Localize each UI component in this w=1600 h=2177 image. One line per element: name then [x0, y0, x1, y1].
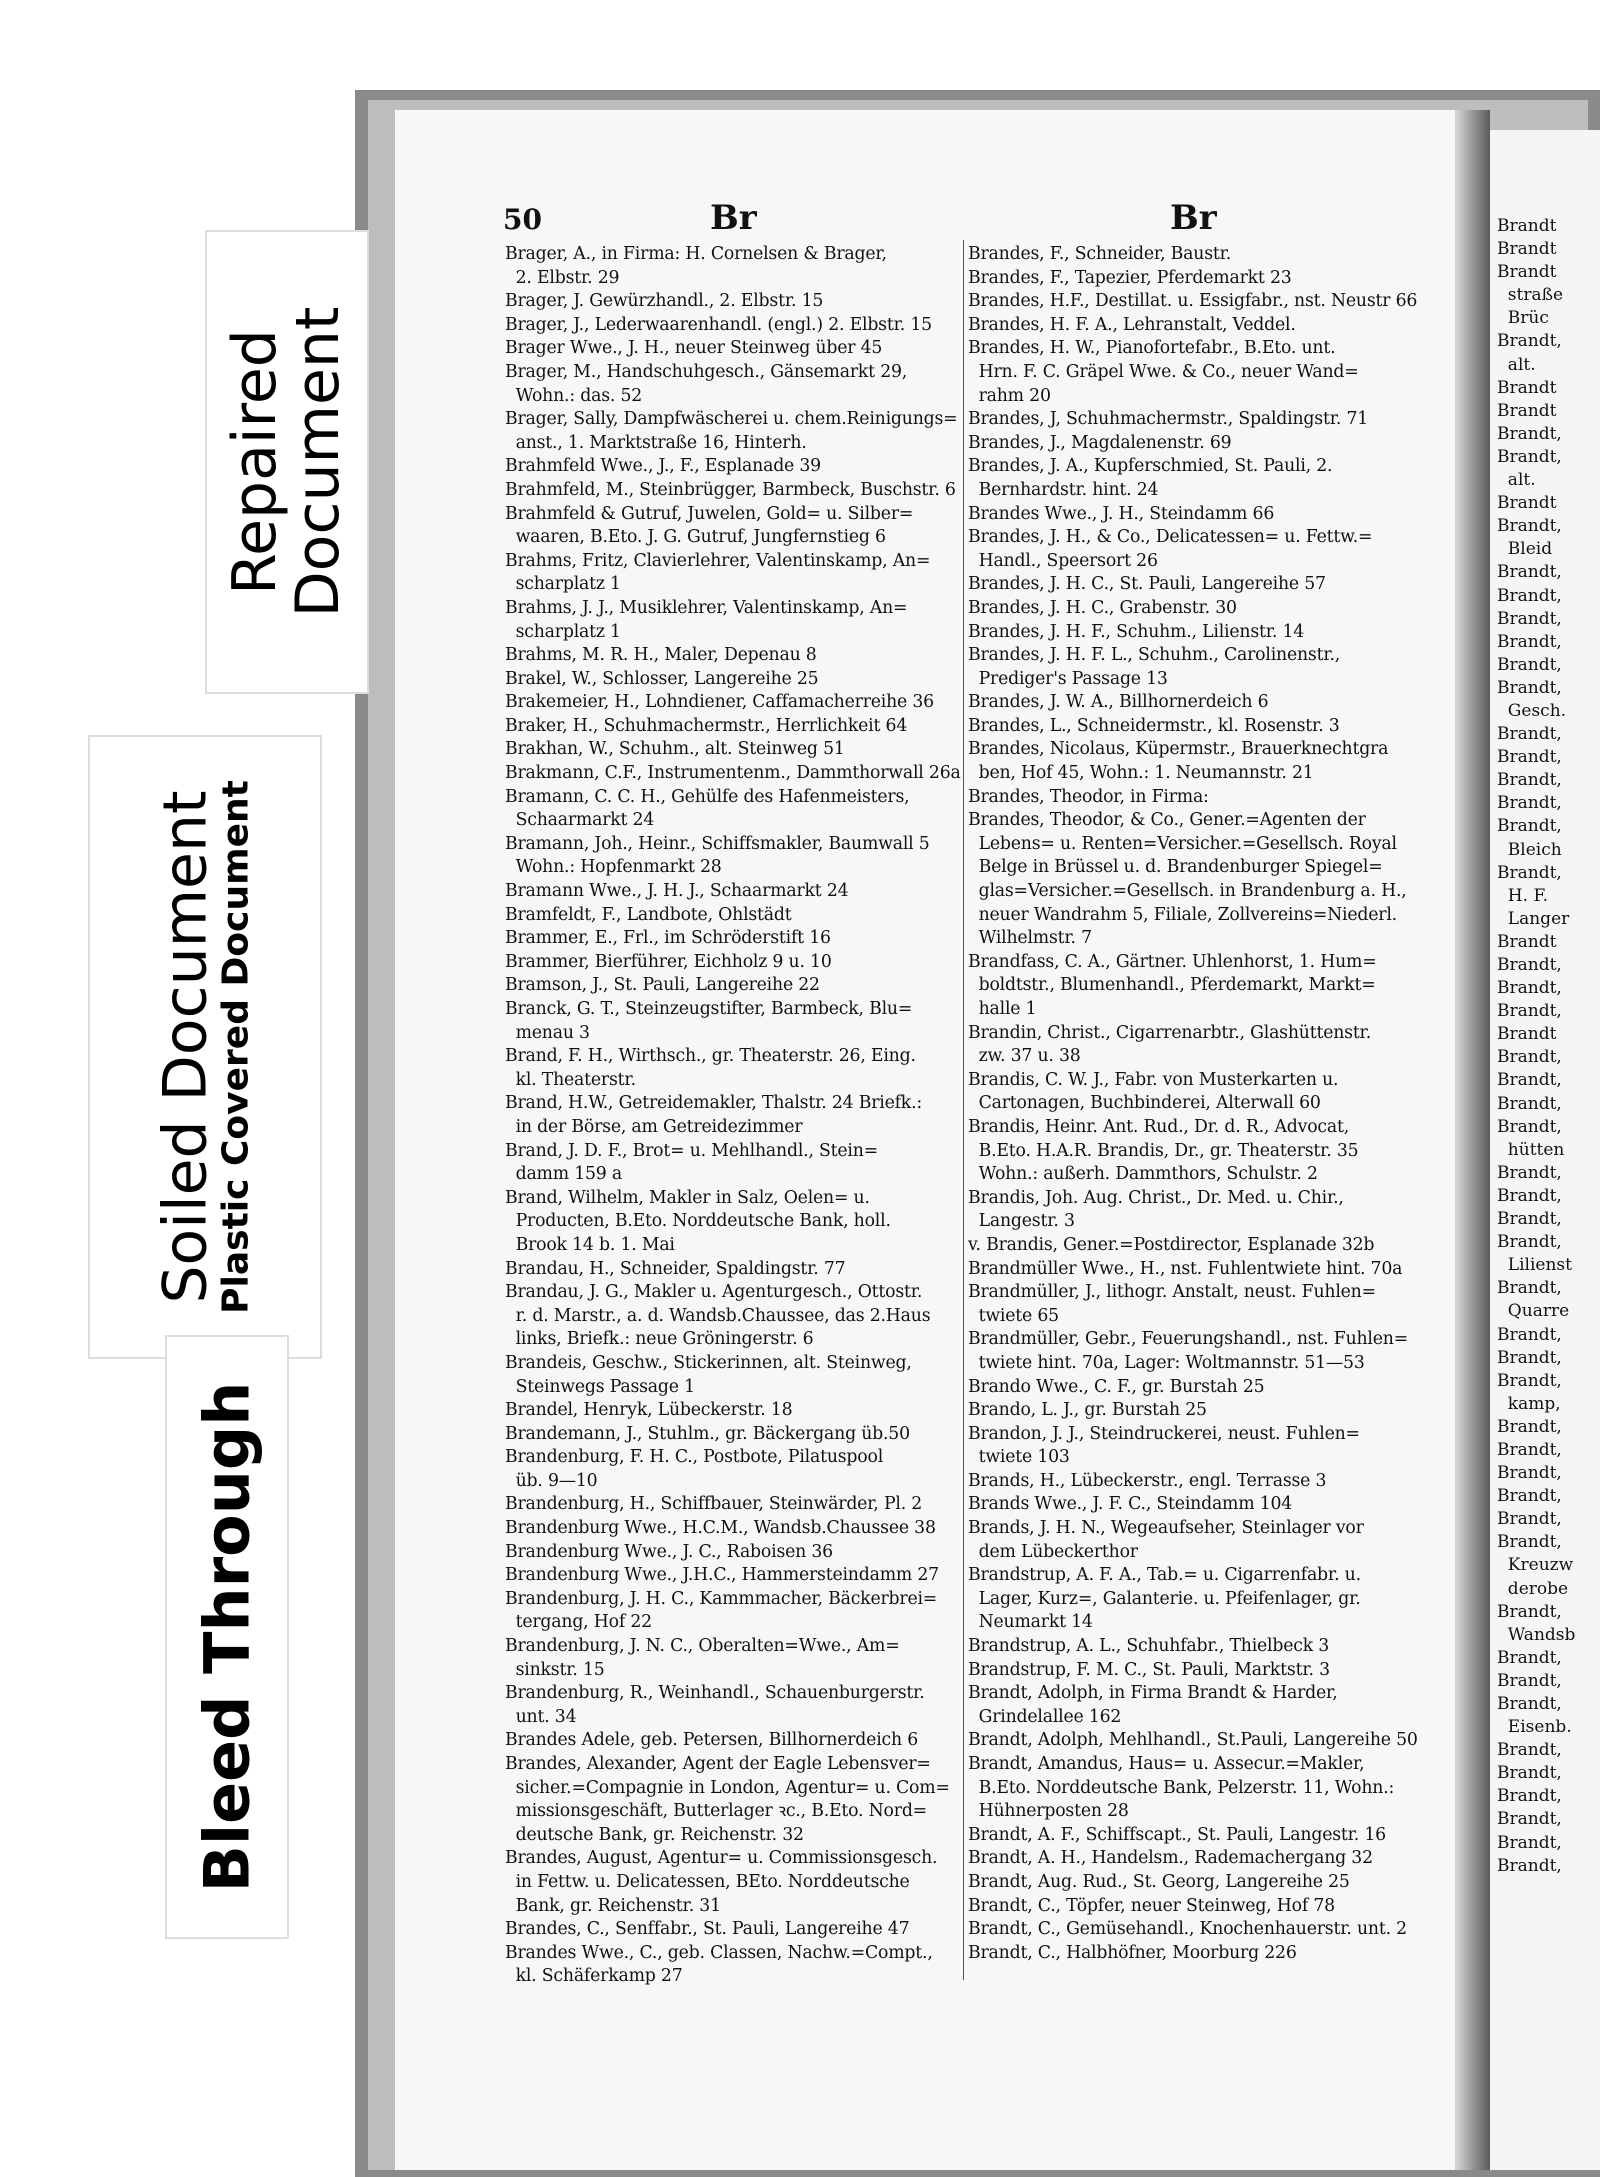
directory-entry-line: Brandt, [1497, 1001, 1562, 1022]
directory-entry-line: Brandenburg, H., Schiffbauer, Steinwärder, Pl. 2 [505, 1494, 923, 1515]
directory-entry-line: Brandes, J. W. A., Billhornerdeich 6 [968, 692, 1269, 713]
directory-entry-line: Wohn.: das. 52 [505, 385, 643, 406]
directory-entry-line: waaren, B.Eto. J. G. Gutruf, Jungfernstieg 6 [505, 527, 886, 548]
soiled-stamp-text [150, 780, 257, 1314]
directory-entry-line: Brandt, [1497, 1694, 1562, 1714]
directory-entry-line: v. Brandis, Gener.=Postdirector, Esplanade 32b [968, 1234, 1375, 1255]
directory-entry-line: sicher.=Compagnie in London, Agentur= u. Com= [505, 1777, 950, 1798]
directory-entry-line: scharplatz 1 [505, 574, 621, 595]
directory-entry-line: Brager, J. Gewürzhandl., 2. Elbstr. 15 [505, 291, 824, 312]
directory-entry-line: Schaarmarkt 24 [505, 810, 655, 831]
directory-entry-line: Brandt, [1497, 608, 1562, 629]
directory-entry-line: menau 3 [505, 1022, 590, 1043]
directory-entry-line: Brandenburg Wwe., J. C., Raboisen 36 [505, 1541, 833, 1562]
directory-entry-line: Cartonagen, Buchbinderei, Alterwall 60 [968, 1093, 1321, 1114]
directory-entry-line: Brandes, Alexander, Agent der Eagle Lebensver= [505, 1754, 931, 1774]
directory-entry-line: Brager Wwe., J. H., neuer Steinweg über 45 [505, 338, 883, 359]
directory-entry-line: tergang, Hof 22 [505, 1612, 652, 1633]
directory-entry-line: Bramson, J., St. Pauli, Langereihe 22 [505, 975, 820, 996]
directory-entry-line: Gesch. [1497, 700, 1567, 721]
directory-entry-line: kamp, [1497, 1393, 1561, 1414]
directory-entry-line: Brandt, [1497, 1278, 1562, 1299]
directory-entry-line: Brandis, Heinr. Ant. Rud., Dr. d. R., Advocat, [968, 1116, 1350, 1137]
directory-entry-line: rahm 20 [968, 385, 1051, 406]
directory-entry-line: Brandt, [1497, 1855, 1562, 1876]
directory-entry-line: Brandes, F., Tapezier, Pferdemarkt 23 [968, 267, 1292, 288]
directory-entry-line: Brahmfeld Wwe., J., F., Esplanade 39 [505, 456, 821, 477]
page-gutter [1455, 110, 1490, 2170]
directory-entry-line: Brandt, [1497, 1047, 1562, 1068]
directory-entry-line: Brandenburg Wwe., H.C.M., Wandsb.Chaussee 38 [505, 1518, 936, 1539]
directory-entry-line: Bank, gr. Reichenstr. 31 [505, 1895, 721, 1916]
directory-entry-line: Brandt [1497, 493, 1557, 514]
directory-entry-line: Brandt, Adolph, in Firma Brandt & Harder, [968, 1683, 1338, 1704]
directory-entry-line: Brandt, [1497, 770, 1562, 791]
page-number: 50 [503, 203, 542, 236]
directory-entry-line: Steinwegs Passage 1 [505, 1376, 695, 1397]
directory-entry-line: Brandes, Theodor, & Co., Gener.=Agenten der [968, 810, 1366, 831]
directory-entry-line: Brandt, A. F., Schiffscapt., St. Pauli, Langestr. 16 [968, 1824, 1386, 1845]
directory-entry-line: Brandenburg, R., Weinhandl., Schauenburgerstr. [505, 1683, 925, 1704]
directory-entry-line: twiete 103 [968, 1447, 1070, 1468]
directory-entry-line: Brandt, [1497, 1809, 1562, 1830]
directory-entry-line: Brakel, W., Schlosser, Langereihe 25 [505, 668, 819, 689]
directory-entry-line: Brandmüller Wwe., H., nst. Fuhlentwiete hint. 70a [968, 1258, 1403, 1279]
directory-entry-line: Brandt [1497, 216, 1557, 236]
directory-entry-line: Brandes, L., Schneidermstr., kl. Rosenstr. 3 [968, 715, 1340, 736]
directory-entry-line: Quarre [1497, 1301, 1570, 1322]
directory-entry-line: Brandt, [1497, 1509, 1562, 1530]
directory-entry-line: Brandes Adele, geb. Petersen, Billhornerdeich 6 [505, 1730, 919, 1751]
directory-entry-line: Brandt, [1497, 1093, 1562, 1114]
directory-entry-line: Brandt, [1497, 677, 1562, 698]
directory-entry-line: Brammer, E., Frl., im Schröderstift 16 [505, 928, 831, 949]
soiled-document-stamp [88, 735, 322, 1359]
directory-entry-line: Brager, A., in Firma: H. Cornelsen & Brager, [505, 244, 887, 264]
directory-entry-line: Bleich [1497, 839, 1562, 860]
directory-entry-line: Brandt, [1497, 1370, 1562, 1391]
directory-entry-line: Brandt, [1497, 1647, 1562, 1668]
directory-entry-line: Brandes, August, Agentur= u. Commissionsgesch. [505, 1848, 938, 1869]
directory-entry-line: Brandmüller, J., lithogr. Anstalt, neust. Fuhlen= [968, 1282, 1376, 1303]
directory-entry-line: anst., 1. Marktstraße 16, Hinterh. [505, 432, 807, 453]
directory-entry-line: Brammer, Bierführer, Eichholz 9 u. 10 [505, 951, 832, 972]
directory-entry-line: glas=Versicher.=Gesellsch. in Brandenburg a. H., [968, 881, 1407, 902]
directory-entry-line: Branck, G. T., Steinzeugstifter, Barmbeck, Blu= [505, 999, 913, 1019]
directory-entry-line: 2. Elbstr. 29 [505, 267, 620, 288]
directory-entry-line: Eisenb. [1497, 1717, 1572, 1738]
directory-entry-line: ben, Hof 45, Wohn.: 1. Neumannstr. 21 [968, 763, 1314, 784]
directory-entry-line: Brand, J. D. F., Brot= u. Mehlhandl., Stein= [505, 1140, 878, 1161]
directory-entry-line: Brandes, J, Schuhmachermstr., Spaldingstr. 71 [968, 409, 1369, 430]
directory-entry-line: Brandin, Christ., Cigarrenarbtr., Glashüttenstr. [968, 1022, 1372, 1043]
directory-entry-line: Brandis, C. W. J., Fabr. von Musterkarten u. [968, 1069, 1339, 1090]
directory-entry-line: B.Eto. Norddeutsche Bank, Pelzerstr. 11, Wohn.: [968, 1777, 1395, 1798]
directory-entry-line: sinkstr. 15 [505, 1659, 605, 1680]
directory-entry-line: Brandes, H. F. A., Lehranstalt, Veddel. [968, 314, 1296, 335]
directory-entry-line: Brandes, J. H. F., Schuhm., Lilienstr. 14 [968, 621, 1305, 642]
directory-entry-line: Langer [1497, 908, 1570, 929]
directory-entry-line: Brandt [1497, 377, 1557, 398]
plastic-covered-label: Plastic Covered Document [215, 780, 257, 1314]
directory-entry-line: Brandes, J. H. C., St. Pauli, Langereihe 57 [968, 574, 1326, 595]
directory-entry-line: B.Eto. H.A.R. Brandis, Dr., gr. Theaterstr. 35 [968, 1140, 1359, 1161]
directory-entry-line: Brandt, [1497, 1439, 1562, 1460]
directory-entry-line: Brahms, J. J., Musiklehrer, Valentinskamp, An= [505, 597, 908, 618]
directory-entry-line: Brandt, [1497, 1416, 1562, 1437]
directory-entry-line: Brandt, [1497, 1601, 1562, 1622]
directory-entry-line: H. F. [1497, 885, 1548, 906]
directory-entry-line: Brandt, [1497, 585, 1562, 606]
directory-entry-line: Brandt [1497, 931, 1557, 952]
directory-entry-line: Brandenburg, F. H. C., Postbote, Pilatuspool [505, 1447, 884, 1468]
directory-entry-line: alt. [1497, 470, 1536, 491]
directory-entry-line: Brandt, Amandus, Haus= u. Assecur.=Makler, [968, 1754, 1365, 1774]
directory-entry-line: Brahmfeld & Gutruf, Juwelen, Gold= u. Silber= [505, 503, 914, 524]
directory-entry-line: Brandfass, C. A., Gärtner. Uhlenhorst, 1. Hum= [968, 951, 1377, 972]
directory-entry-line: Brandt, C., Töpfer, neuer Steinweg, Hof 78 [968, 1895, 1335, 1916]
directory-entry-line: Brandmüller, Gebr., Feuerungshandl., nst. Fuhlen= [968, 1329, 1408, 1350]
directory-entry-line: Brandt, [1497, 1324, 1562, 1345]
directory-entry-line: Brandt, [1497, 1116, 1562, 1137]
directory-entry-line: Brandt, [1497, 978, 1562, 999]
directory-entry-line: Brandes, Theodor, in Firma: [968, 786, 1209, 807]
directory-entry-line: Brandt, [1497, 423, 1562, 444]
directory-entry-line: deutsche Bank, gr. Reichenstr. 32 [505, 1824, 804, 1845]
directory-entry-line: Brook 14 b. 1. Mai [505, 1234, 675, 1255]
directory-entry-line: kl. Theaterstr. [505, 1069, 636, 1090]
directory-entry-line: Brandt, C., Halbhöfner, Moorburg 226 [968, 1942, 1297, 1963]
directory-entry-line: Brahms, Fritz, Clavierlehrer, Valentinskamp, An= [505, 550, 931, 571]
directory-entry-line: Bramfeldt, F., Landbote, Ohlstädt [505, 904, 792, 925]
directory-entry-line: Brüc [1497, 308, 1549, 329]
repaired-document-stamp [205, 230, 369, 694]
directory-entry-line: Brand, F. H., Wirthsch., gr. Theaterstr. 26, Eing. [505, 1046, 916, 1067]
directory-entry-line: Brandes, F., Schneider, Baustr. [968, 244, 1232, 264]
directory-entry-line: Lager, Kurz=, Galanterie. u. Pfeifenlager, gr. [968, 1588, 1361, 1609]
directory-entry-line: Brandt, [1497, 747, 1562, 768]
directory-entry-line: Brandt, [1497, 516, 1562, 537]
directory-entry-line: Brandes, J., Magdalenenstr. 69 [968, 432, 1232, 453]
directory-entry-line: Brandt, [1497, 1070, 1562, 1091]
directory-entry-line: Brandt, [1497, 331, 1562, 352]
directory-entry-line: Brandt, [1497, 793, 1562, 814]
directory-entry-line: unt. 34 [505, 1706, 577, 1727]
directory-entry-line: Brandes, Nicolaus, Küpermstr., Brauerknechtgra [968, 739, 1389, 760]
column-divider [963, 240, 964, 1980]
directory-entry-line: Lilienst [1497, 1255, 1572, 1276]
directory-entry-line: Brandenburg Wwe., J.H.C., Hammersteindamm 27 [505, 1565, 939, 1586]
directory-entry-line: Brager, J., Lederwaarenhandl. (engl.) 2. Elbstr. 15 [505, 314, 932, 335]
running-header-left: Br [710, 198, 757, 238]
directory-entry-line: Bramann Wwe., J. H. J., Schaarmarkt 24 [505, 881, 849, 902]
bleed-through-stamp [165, 1335, 289, 1939]
directory-entry-line: Brandt, Aug. Rud., St. Georg, Langereihe 25 [968, 1871, 1350, 1892]
directory-entry-line: Brand, H.W., Getreidemakler, Thalstr. 24 Briefk.: [505, 1093, 922, 1114]
directory-entry-line: Brandt, [1497, 1786, 1562, 1807]
directory-entry-line: Brandenburg, J. N. C., Oberalten=Wwe., Am= [505, 1636, 900, 1657]
directory-entry-line: Brando Wwe., C. F., gr. Burstah 25 [968, 1376, 1265, 1397]
directory-entry-line: Brakemeier, H., Lohndiener, Caffamacherreihe 36 [505, 692, 934, 713]
directory-entry-line: Brandt, A. H., Handelsm., Rademachergang 32 [968, 1848, 1373, 1869]
directory-entry-line: Brandt [1497, 239, 1557, 260]
directory-entry-line: Brandon, J. J., Steindruckerei, neust. Fuhlen= [968, 1423, 1360, 1444]
directory-entry-line: Brandes, J. H. C., Grabenstr. 30 [968, 597, 1237, 618]
directory-entry-line: Brandes, J. H., & Co., Delicatessen= u. Fettw.= [968, 527, 1373, 548]
directory-entry-line: Hrn. F. C. Gräpel Wwe. & Co., neuer Wand= [968, 361, 1359, 382]
directory-entry-line: Hühnerposten 28 [968, 1801, 1129, 1822]
directory-entry-line: dem Lübeckerthor [968, 1541, 1138, 1562]
directory-entry-line: Brahms, M. R. H., Maler, Depenau 8 [505, 645, 817, 666]
directory-entry-line: Belge in Brüssel u. d. Brandenburger Spiegel= [968, 857, 1383, 878]
directory-entry-line: Bramann, Joh., Heinr., Schiffsmakler, Baumwall 5 [505, 833, 930, 854]
directory-entry-line: Bernhardstr. hint. 24 [968, 479, 1159, 500]
directory-entry-line: Bleid [1497, 539, 1553, 560]
directory-column-left [505, 243, 960, 1989]
running-header-right: Br [1170, 198, 1217, 238]
directory-entry-line: Brandt, [1497, 1209, 1562, 1230]
directory-entry-line: damm 159 a [505, 1164, 622, 1185]
directory-entry-line: Brandt [1497, 400, 1557, 421]
directory-entry-line: Brandt, [1497, 1185, 1562, 1206]
repaired-document-label: Repaired Document [220, 306, 353, 618]
bleed-through-label: Bleed Through [190, 1381, 264, 1893]
directory-entry-line: boldtstr., Blumenhandl., Pferdemarkt, Markt= [968, 975, 1376, 996]
directory-entry-line: Brandt [1497, 262, 1557, 283]
directory-entry-line: Brandstrup, A. F. A., Tab.= u. Cigarrenfabr. u. [968, 1565, 1361, 1586]
directory-entry-line: Brandstrup, F. M. C., St. Pauli, Marktstr. 3 [968, 1659, 1330, 1680]
directory-entry-line: Kreuzw [1497, 1555, 1574, 1576]
directory-entry-line: Brahmfeld, M., Steinbrügger, Barmbeck, Buschstr. 6 [505, 479, 956, 500]
directory-entry-line: straße [1497, 285, 1564, 306]
directory-entry-line: Brandt, Adolph, Mehlhandl., St.Pauli, Langereihe 50 [968, 1730, 1418, 1751]
directory-entry-line: Brandt, [1497, 816, 1562, 837]
directory-entry-line: twiete 65 [968, 1305, 1059, 1326]
directory-entry-line: Brandis, Joh. Aug. Christ., Dr. Med. u. Chir., [968, 1187, 1344, 1208]
directory-entry-line: Brandt, [1497, 1832, 1562, 1853]
directory-entry-line: Brandeis, Geschw., Stickerinnen, alt. Steinweg, [505, 1352, 912, 1373]
directory-entry-line: Brand, Wilhelm, Makler in Salz, Oelen= u. [505, 1187, 870, 1208]
directory-entry-line: Brandau, J. G., Makler u. Agenturgesch., Ottostr. [505, 1282, 923, 1303]
directory-entry-line: Brandt, [1497, 1532, 1562, 1553]
directory-entry-line: Wohn.: außerh. Dammthors, Schulstr. 2 [968, 1164, 1318, 1185]
directory-column-right [968, 243, 1433, 1965]
directory-entry-line: Neumarkt 14 [968, 1612, 1093, 1633]
directory-entry-line: Brandes, J. A., Kupferschmied, St. Pauli, 2. [968, 456, 1333, 477]
directory-entry-line: Brandt, [1497, 654, 1562, 675]
directory-entry-line: Braker, H., Schuhmachermstr., Herrlichkeit 64 [505, 715, 908, 736]
directory-entry-line: Prediger's Passage 13 [968, 668, 1168, 689]
directory-entry-line: Brakhan, W., Schuhm., alt. Steinweg 51 [505, 739, 845, 760]
directory-entry-line: Brandenburg, J. H. C., Kammmacher, Bäckerbrei= [505, 1588, 938, 1609]
directory-entry-line: Brands Wwe., J. F. C., Steindamm 104 [968, 1494, 1293, 1515]
directory-entry-line: in Fettw. u. Delicatessen, BEto. Norddeutsche [505, 1871, 910, 1892]
directory-entry-line: zw. 37 u. 38 [968, 1046, 1081, 1067]
directory-entry-line: Brandt, [1497, 1232, 1562, 1253]
directory-entry-line: Brandau, H., Schneider, Spaldingstr. 77 [505, 1258, 846, 1279]
directory-entry-line: Brandt, [1497, 955, 1562, 975]
directory-entry-line: Brandt, [1497, 631, 1562, 652]
directory-entry-line: kl. Schäferkamp 27 [505, 1966, 683, 1987]
directory-entry-line: Wandsb [1497, 1624, 1576, 1645]
directory-entry-line: Brager, M., Handschuhgesch., Gänsemarkt 29, [505, 361, 908, 382]
directory-entry-line: Lebens= u. Renten=Versicher.=Gesellsch. Royal [968, 833, 1397, 854]
directory-entry-line: Brandemann, J., Stuhlm., gr. Bäckergang üb.50 [505, 1423, 910, 1444]
directory-entry-line: twiete hint. 70a, Lager: Woltmannstr. 51—53 [968, 1352, 1365, 1373]
directory-entry-line: Brakmann, C.F., Instrumentenm., Dammthorwall 26a [505, 763, 961, 784]
directory-entry-line: Brandt, [1497, 862, 1562, 883]
directory-entry-line: Langestr. 3 [968, 1211, 1075, 1232]
directory-entry-line: neuer Wandrahm 5, Filiale, Zollvereins=Niederl. [968, 904, 1397, 925]
directory-entry-line: Brandt, [1497, 1463, 1562, 1484]
directory-entry-line: Brandt, [1497, 1670, 1562, 1691]
directory-entry-line: Brandes Wwe., C., geb. Classen, Nachw.=Compt., [505, 1942, 933, 1963]
directory-entry-line: Brandes, H.F., Destillat. u. Essigfabr., nst. Neustr 66 [968, 291, 1418, 312]
directory-entry-line: Brandt, [1497, 1347, 1562, 1368]
directory-entry-line: derobe [1497, 1578, 1569, 1599]
directory-entry-line: Brands, J. H. N., Wegeaufseher, Steinlager vor [968, 1518, 1364, 1539]
directory-entry-line: missionsgeschäft, Butterlager ꝛc., B.Eto. Nord= [505, 1801, 927, 1822]
directory-entry-line: Brandes Wwe., J. H., Steindamm 66 [968, 503, 1275, 524]
directory-entry-line: Brands, H., Lübeckerstr., engl. Terrasse 3 [968, 1470, 1327, 1491]
directory-entry-line: Brandt, [1497, 724, 1562, 745]
directory-entry-line: Wilhelmstr. 7 [968, 928, 1092, 949]
directory-entry-line: Brandt, [1497, 1740, 1562, 1761]
directory-entry-line: halle 1 [968, 999, 1037, 1019]
directory-entry-line: Brandes, C., Senffabr., St. Pauli, Langereihe 47 [505, 1919, 910, 1940]
directory-entry-line: Brando, L. J., gr. Burstah 25 [968, 1400, 1207, 1421]
directory-entry-line: Brandes, H. W., Pianofortefabr., B.Eto. unt. [968, 338, 1336, 359]
directory-entry-line: Brandstrup, A. L., Schuhfabr., Thielbeck 3 [968, 1636, 1330, 1657]
directory-entry-line: Bramann, C. C. H., Gehülfe des Hafenmeisters, [505, 786, 910, 807]
directory-entry-line: Brandes, J. H. F. L., Schuhm., Carolinenstr., [968, 645, 1341, 666]
directory-entry-line: in der Börse, am Getreidezimmer [505, 1116, 803, 1137]
directory-entry-line: Brandt [1497, 1024, 1557, 1045]
soiled-document-label: Soiled Document [150, 790, 221, 1304]
facing-page-column [1497, 215, 1575, 1878]
directory-entry-line: r. d. Marstr., a. d. Wandsb.Chaussee, das 2.Haus [505, 1305, 931, 1326]
directory-entry-line: Brager, Sally, Dampfwäscherei u. chem.Reinigungs= [505, 409, 958, 430]
directory-entry-line: scharplatz 1 [505, 621, 621, 642]
directory-entry-line: Grindelallee 162 [968, 1706, 1122, 1727]
directory-entry-line: hütten [1497, 1139, 1565, 1160]
directory-entry-line: Wohn.: Hopfenmarkt 28 [505, 857, 722, 878]
directory-entry-line: links, Briefk.: neue Gröningerstr. 6 [505, 1329, 814, 1350]
directory-entry-line: Brandt, C., Gemüsehandl., Knochenhauerstr. unt. 2 [968, 1919, 1407, 1940]
directory-entry-line: Brandt, [1497, 562, 1562, 583]
directory-entry-line: Brandt, [1497, 1162, 1562, 1183]
directory-entry-line: Brandt, [1497, 1486, 1562, 1507]
directory-entry-line: üb. 9—10 [505, 1470, 598, 1491]
directory-entry-line: Brandt, [1497, 446, 1562, 467]
directory-entry-line: alt. [1497, 354, 1536, 375]
directory-entry-line: Brandel, Henryk, Lübeckerstr. 18 [505, 1400, 793, 1421]
directory-entry-line: Handl., Speersort 26 [968, 550, 1158, 571]
directory-entry-line: Brandt, [1497, 1763, 1562, 1784]
directory-entry-line: Producten, B.Eto. Norddeutsche Bank, holl. [505, 1211, 891, 1232]
